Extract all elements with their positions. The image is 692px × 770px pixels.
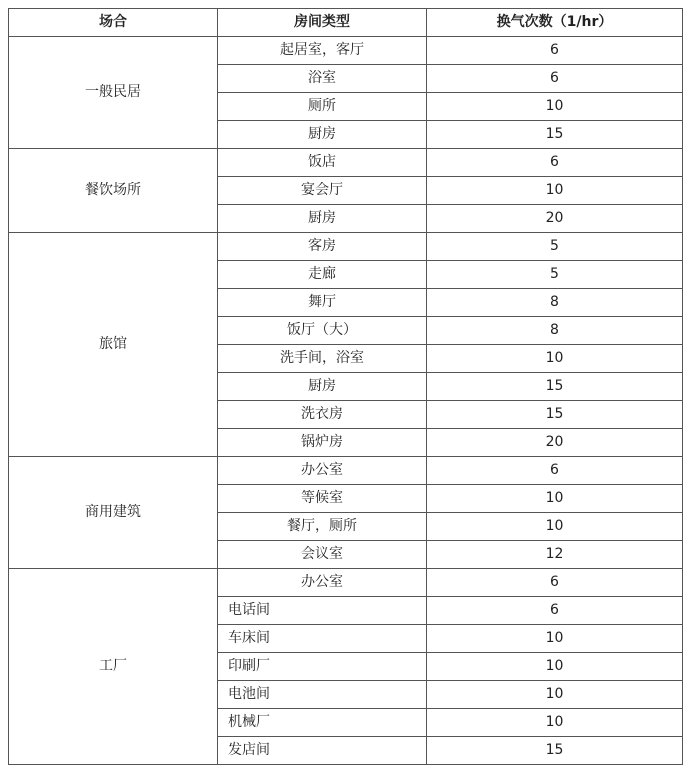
air-change-rate-cell: 10 [427,653,683,681]
venue-cell: 工厂 [9,569,218,765]
header-row [9,9,683,37]
air-change-rate-cell: 6 [427,569,683,597]
air-change-rate-cell: 10 [427,681,683,709]
room-type-cell: 厨房 [218,121,427,149]
table-row [9,37,683,65]
venue-cell: 旅馆 [9,233,218,457]
air-change-rate-cell: 15 [427,737,683,765]
header-venue: 场合 [9,9,218,37]
table-row [9,569,683,597]
room-type-cell: 厕所 [218,93,427,121]
ventilation-table-container [8,8,683,765]
table-row [9,233,683,261]
table-row [9,457,683,485]
air-change-rate-cell: 10 [427,709,683,737]
room-type-cell: 锅炉房 [218,429,427,457]
room-type-cell: 车床间 [218,625,427,653]
air-change-rate-cell: 15 [427,121,683,149]
ventilation-table [8,8,683,765]
table-row [9,149,683,177]
room-type-cell: 会议室 [218,541,427,569]
air-change-rate-cell: 10 [427,625,683,653]
room-type-cell: 电池间 [218,681,427,709]
air-change-rate-cell: 12 [427,541,683,569]
room-type-cell: 走廊 [218,261,427,289]
room-type-cell: 机械厂 [218,709,427,737]
air-change-rate-cell: 6 [427,597,683,625]
air-change-rate-cell: 6 [427,457,683,485]
venue-cell: 一般民居 [9,37,218,149]
room-type-cell: 饭厅（大） [218,317,427,345]
room-type-cell: 浴室 [218,65,427,93]
air-change-rate-cell: 6 [427,149,683,177]
air-change-rate-cell: 8 [427,289,683,317]
room-type-cell: 电话间 [218,597,427,625]
room-type-cell: 饭店 [218,149,427,177]
room-type-cell: 印刷厂 [218,653,427,681]
air-change-rate-cell: 10 [427,485,683,513]
air-change-rate-cell: 15 [427,373,683,401]
room-type-cell: 洗手间，浴室 [218,345,427,373]
air-change-rate-cell: 8 [427,317,683,345]
venue-cell: 商用建筑 [9,457,218,569]
room-type-cell: 洗衣房 [218,401,427,429]
air-change-rate-cell: 6 [427,65,683,93]
air-change-rate-cell: 20 [427,429,683,457]
air-change-rate-cell: 5 [427,261,683,289]
room-type-cell: 舞厅 [218,289,427,317]
air-change-rate-cell: 10 [427,177,683,205]
room-type-cell: 办公室 [218,569,427,597]
room-type-cell: 起居室，客厅 [218,37,427,65]
table-body [9,37,683,765]
header-room-type: 房间类型 [218,9,427,37]
air-change-rate-cell: 15 [427,401,683,429]
venue-cell: 餐饮场所 [9,149,218,233]
room-type-cell: 餐厅，厕所 [218,513,427,541]
air-change-rate-cell: 20 [427,205,683,233]
room-type-cell: 客房 [218,233,427,261]
room-type-cell: 办公室 [218,457,427,485]
room-type-cell: 宴会厅 [218,177,427,205]
room-type-cell: 厨房 [218,373,427,401]
air-change-rate-cell: 10 [427,93,683,121]
header-air-changes: 换气次数（1/hr） [427,9,683,37]
air-change-rate-cell: 6 [427,37,683,65]
room-type-cell: 等候室 [218,485,427,513]
air-change-rate-cell: 5 [427,233,683,261]
room-type-cell: 厨房 [218,205,427,233]
air-change-rate-cell: 10 [427,345,683,373]
room-type-cell: 发店间 [218,737,427,765]
air-change-rate-cell: 10 [427,513,683,541]
